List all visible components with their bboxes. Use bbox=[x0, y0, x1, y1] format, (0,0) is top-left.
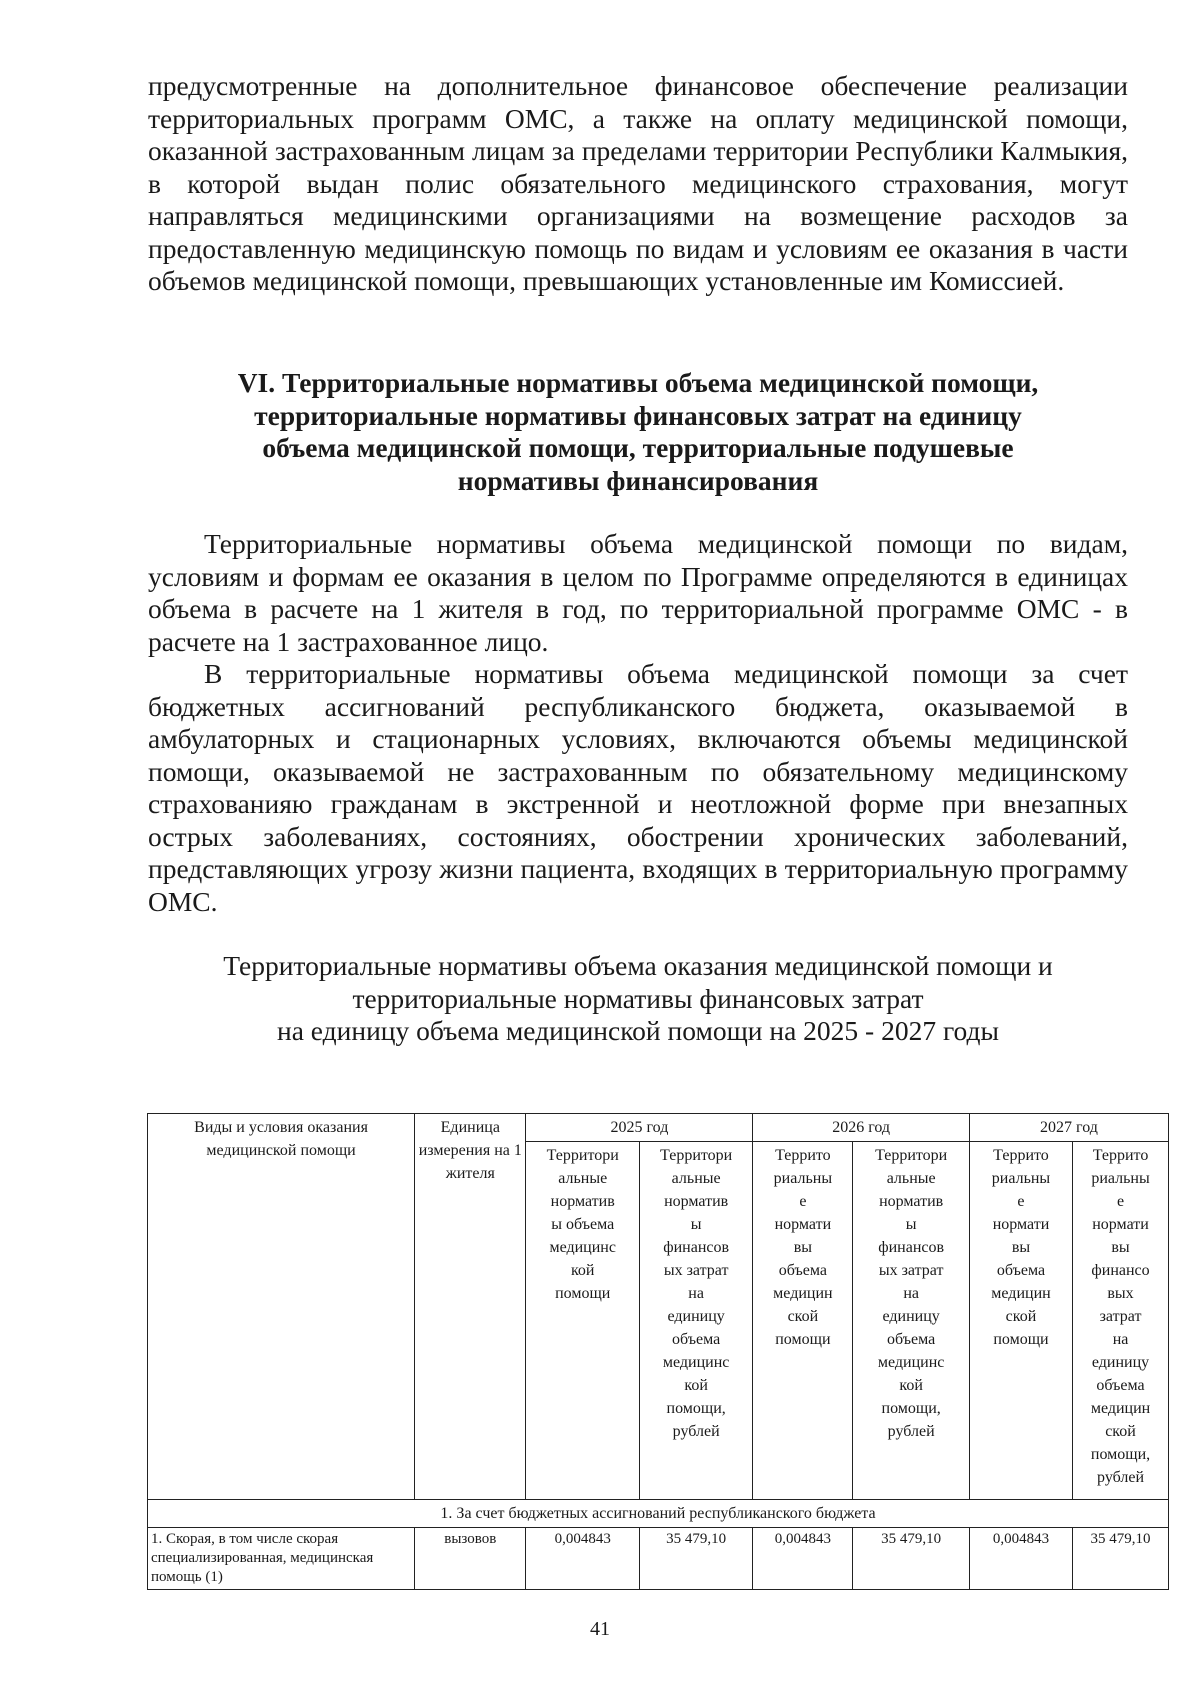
section-heading-line: нормативы финансирования bbox=[457, 464, 819, 496]
section-heading-line: объема медицинской помощи, территориальные подушевые bbox=[262, 432, 1014, 463]
header-line: затрат bbox=[1099, 1308, 1142, 1325]
paragraph-norms-definition: Территориальные нормативы объема медицинской помощи по видам, условиям и формам ее оказания в целом по Программе определяются в единицах объема в расчете на 1 жителя в год, по территориальной программе ОМС - в расчете на 1 застрахованное лицо. bbox=[148, 528, 1128, 657]
header-line: нормати bbox=[992, 1216, 1050, 1233]
header-line: риальны bbox=[1091, 1170, 1150, 1187]
header-line: Территори bbox=[875, 1147, 948, 1164]
header-line: помощи bbox=[993, 1331, 1049, 1348]
header-line: нормати bbox=[774, 1216, 832, 1233]
header-line: норматив bbox=[550, 1193, 615, 1210]
header-line: е bbox=[799, 1193, 807, 1210]
row-volume-2027: 0,004843 bbox=[969, 1528, 1072, 1590]
header-line: е bbox=[1116, 1193, 1125, 1210]
header-line: медицин bbox=[773, 1285, 833, 1302]
table-caption bbox=[148, 950, 1128, 1048]
header-line: единицу bbox=[667, 1308, 725, 1325]
header-line: финансов bbox=[878, 1239, 945, 1256]
header-line: рублей bbox=[672, 1423, 720, 1440]
header-volume-2027 bbox=[969, 1142, 1072, 1500]
header-unit: Единица измерения на 1 жителя bbox=[415, 1114, 526, 1500]
section-heading-line: территориальные нормативы финансовых затрат на единицу bbox=[254, 399, 1022, 431]
table-caption-line: Территориальные нормативы объема оказания медицинской помощи и bbox=[223, 950, 1053, 981]
page-number: 41 bbox=[590, 1618, 610, 1640]
table-caption-line: территориальные нормативы финансовых затрат bbox=[352, 982, 924, 1014]
header-line: рублей bbox=[887, 1423, 935, 1440]
header-line: помощи, bbox=[1090, 1446, 1151, 1463]
header-line: медицинс bbox=[549, 1239, 616, 1256]
row-volume-2026: 0,004843 bbox=[753, 1528, 853, 1590]
table-caption-line: на единицу объема медицинской помощи на 2025 - 2027 годы bbox=[277, 1015, 999, 1046]
header-volume-2025 bbox=[526, 1142, 639, 1500]
section-heading bbox=[148, 367, 1128, 497]
row-finance-2026: 35 479,10 bbox=[853, 1528, 970, 1590]
paragraph-continued: предусмотренные на дополнительное финансовое обеспечение реализации территориальных программ ОМС, а также на оплату медицинской помощи, оказанной застрахованным лицам за пределами территории Республики Калмыкия, в которой выдан полис обязательного медицинского страхования, могут направляться медицинскими организациями на возмещение расходов за предоставленную медицинскую помощь по видам и условиям ее оказания в части объемов медицинской помощи, превышающих установленные им Комиссией. bbox=[148, 70, 1128, 296]
header-finance-2027 bbox=[1073, 1142, 1169, 1500]
header-line: медицин bbox=[991, 1285, 1051, 1302]
header-year-2027: 2027 год bbox=[969, 1114, 1168, 1142]
row-unit: вызовов bbox=[415, 1528, 526, 1590]
row-kind: 1. Скорая, в том числе скорая специализированная, медицинская помощь (1) bbox=[148, 1528, 415, 1590]
row-finance-2027: 35 479,10 bbox=[1073, 1528, 1169, 1590]
header-line: рублей bbox=[1097, 1469, 1144, 1486]
header-line: е bbox=[1017, 1193, 1025, 1210]
header-line: помощи, bbox=[666, 1400, 726, 1417]
header-line: нормати bbox=[1092, 1216, 1149, 1233]
header-line: ской bbox=[1105, 1423, 1136, 1440]
header-line: Территори bbox=[546, 1147, 619, 1164]
header-year-2025: 2025 год bbox=[526, 1114, 753, 1142]
header-line: на bbox=[1112, 1331, 1129, 1348]
header-line: альные bbox=[558, 1170, 608, 1187]
header-line: медицинс bbox=[877, 1354, 945, 1371]
header-line: финансов bbox=[663, 1239, 730, 1256]
header-line: альные bbox=[886, 1170, 936, 1187]
header-line: кой bbox=[899, 1377, 923, 1394]
header-line: кой bbox=[570, 1262, 595, 1279]
header-line: помощи, bbox=[881, 1400, 941, 1417]
header-line: риальны bbox=[773, 1170, 833, 1187]
header-line: ы bbox=[690, 1216, 702, 1233]
norms-table bbox=[147, 1113, 1169, 1590]
header-line: Террито bbox=[775, 1147, 831, 1164]
paragraph-norms-budget: В территориальные нормативы объема медицинской помощи за счет бюджетных ассигнований республиканского бюджета, оказываемой в амбулаторных и стационарных условиях, включаются объемы медицинской помощи, оказываемой не застрахованным по обязательному медицинскому страхованияю гражданам в экстренной и неотложной форме при внезапных острых заболеваниях, состояниях, обострении хронических заболеваний, представляющих угрозу жизни пациента, входящих в территориальную программу ОМС. bbox=[148, 658, 1128, 917]
row-finance-2025: 35 479,10 bbox=[639, 1528, 752, 1590]
header-line: ы bbox=[905, 1216, 917, 1233]
header-line: финансо bbox=[1091, 1262, 1150, 1279]
header-line: риальны bbox=[991, 1170, 1051, 1187]
header-finance-2025 bbox=[639, 1142, 752, 1500]
header-line: объема bbox=[1096, 1377, 1145, 1394]
header-line: медицинс bbox=[662, 1354, 730, 1371]
header-year-2026: 2026 год bbox=[753, 1114, 970, 1142]
header-kind: Виды и условия оказания медицинской помощи bbox=[148, 1114, 415, 1500]
header-line: вы bbox=[1011, 1239, 1031, 1256]
header-line: единицу bbox=[1091, 1354, 1150, 1371]
header-line: единицу bbox=[882, 1308, 940, 1325]
header-line: медицин bbox=[1090, 1400, 1151, 1417]
header-line: объема bbox=[996, 1262, 1046, 1279]
table-header-row bbox=[148, 1114, 1169, 1142]
header-line: на bbox=[688, 1285, 704, 1302]
header-line: норматив bbox=[879, 1193, 944, 1210]
header-line: объема bbox=[887, 1331, 936, 1348]
header-line: вых bbox=[1107, 1285, 1134, 1302]
header-line: помощи bbox=[555, 1285, 611, 1302]
table-row bbox=[148, 1528, 1169, 1590]
header-line: ых затрат bbox=[878, 1262, 944, 1279]
header-line: вы bbox=[1111, 1239, 1130, 1256]
section-budget-label: 1. За счет бюджетных ассигнований республиканского бюджета bbox=[148, 1500, 1169, 1528]
header-line: норматив bbox=[664, 1193, 729, 1210]
section-heading-line: VI. Территориальные нормативы объема медицинской помощи, bbox=[237, 367, 1039, 398]
header-line: кой bbox=[684, 1377, 708, 1394]
header-line: объема bbox=[672, 1331, 721, 1348]
table-section-row bbox=[148, 1500, 1169, 1528]
row-volume-2025: 0,004843 bbox=[526, 1528, 639, 1590]
header-line: ской bbox=[787, 1308, 819, 1325]
header-volume-2026 bbox=[753, 1142, 853, 1500]
header-line: помощи bbox=[775, 1331, 831, 1348]
header-line: ской bbox=[1005, 1308, 1037, 1325]
header-line: объема bbox=[778, 1262, 827, 1279]
header-line: Террито bbox=[993, 1147, 1049, 1164]
header-line: Территори bbox=[660, 1147, 733, 1164]
header-finance-2026 bbox=[853, 1142, 970, 1500]
header-line: ых затрат bbox=[663, 1262, 729, 1279]
header-line: ы объема bbox=[551, 1216, 615, 1233]
header-line: альные bbox=[671, 1170, 721, 1187]
header-line: на bbox=[903, 1285, 919, 1302]
header-line: вы bbox=[793, 1239, 813, 1256]
header-line: Террито bbox=[1092, 1147, 1149, 1164]
